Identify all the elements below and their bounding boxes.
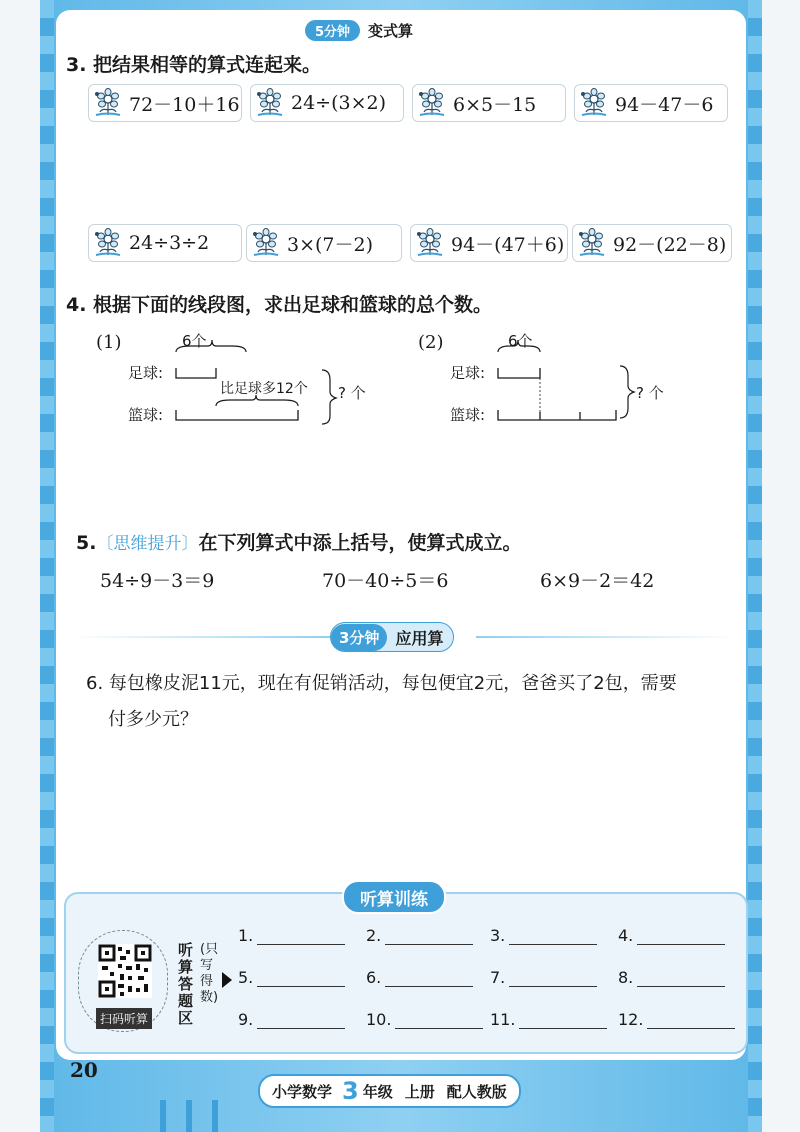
- section-header-application: [330, 622, 454, 652]
- q4-title: 4. 根据下面的线段图，求出足球和篮球的总个数。: [66, 294, 493, 316]
- d2-segment-diagram: [492, 340, 637, 430]
- answer-area-note: (只写得数): [200, 942, 219, 1005]
- answer-blank-5[interactable]: [257, 968, 345, 987]
- answer-blank-11[interactable]: [519, 1010, 607, 1029]
- q5-number: 5.: [76, 532, 97, 554]
- d2-football-bar: [498, 368, 540, 378]
- q3-top-flower-icon-3: [417, 88, 447, 118]
- minutes-badge: 5分钟: [305, 20, 360, 41]
- q3-bottom-expression-3: 94－(47＋6): [451, 233, 565, 256]
- answer-number-11: 11.: [490, 1010, 516, 1029]
- answer-blank-7[interactable]: [509, 968, 597, 987]
- answer-number-7: 7.: [490, 968, 506, 987]
- d1-row-football: 足球:: [128, 364, 164, 382]
- footer-volume: 上册: [404, 1082, 435, 1101]
- q6-text: [86, 666, 677, 738]
- footer-grade: 3: [342, 1077, 359, 1105]
- d2-top-label: 6个: [508, 332, 533, 350]
- answer-blank-1[interactable]: [257, 926, 345, 945]
- d1-row-basketball: 篮球:: [128, 406, 164, 424]
- d1-diff-brace: [216, 395, 298, 406]
- answer-blank-10[interactable]: [395, 1010, 483, 1029]
- answer-number-3: 3.: [490, 926, 506, 945]
- q3-bottom-flower-icon-3: [415, 228, 445, 258]
- q3-top-card-3[interactable]: [412, 84, 566, 122]
- answer-number-9: 9.: [238, 1010, 254, 1029]
- d2-number: (2): [418, 332, 444, 353]
- q3-top-card-1[interactable]: [88, 84, 242, 122]
- section-header-variant: [305, 18, 413, 42]
- q3-bottom-flower-icon-1: [93, 228, 123, 258]
- spine-line-2: [186, 1100, 192, 1132]
- q3-bottom-expression-1: 24÷3÷2: [129, 232, 210, 254]
- q3-bottom-expression-2: 3×(7－2): [287, 233, 374, 256]
- q3-top-flower-icon-2: [255, 88, 285, 118]
- footer-grade-suffix: 年级: [362, 1082, 393, 1101]
- d2-row-basketball: 篮球:: [450, 406, 486, 424]
- q3-title: 3. 把结果相等的算式连起来。: [66, 54, 322, 76]
- footer-subject: 小学数学: [272, 1082, 333, 1101]
- q3-bottom-card-2[interactable]: [246, 224, 402, 262]
- q5-instruction: 在下列算式中添上括号，使算式成立。: [198, 532, 522, 554]
- answer-blank-8[interactable]: [637, 968, 725, 987]
- answer-item-3: [490, 926, 597, 945]
- answer-number-10: 10.: [366, 1010, 392, 1029]
- spine-line-1: [160, 1100, 166, 1132]
- answer-blank-9[interactable]: [257, 1010, 345, 1029]
- qr-code-icon[interactable]: [98, 944, 152, 998]
- d1-question: ? 个: [338, 384, 366, 402]
- answer-item-1: [238, 926, 345, 945]
- page-number: 20: [70, 1058, 98, 1082]
- d2-basketball-bar: [498, 410, 616, 420]
- footer-banner: [258, 1074, 521, 1108]
- footer-edition: 配人教版: [446, 1082, 507, 1101]
- d1-segment-diagram: [170, 340, 340, 430]
- answer-item-2: [366, 926, 473, 945]
- d1-football-bar: [176, 368, 216, 378]
- answer-number-4: 4.: [618, 926, 634, 945]
- q5-tag: 〔思维提升〕: [96, 534, 199, 554]
- answer-item-5: [238, 968, 345, 987]
- answer-item-11: [490, 1010, 607, 1029]
- d1-top-label: 6个: [182, 332, 207, 350]
- listening-title: 听算训练: [342, 880, 446, 914]
- answer-item-7: [490, 968, 597, 987]
- q3-bottom-flower-icon-2: [251, 228, 281, 258]
- answer-item-6: [366, 968, 473, 987]
- answer-number-5: 5.: [238, 968, 254, 987]
- answer-item-4: [618, 926, 725, 945]
- spine-line-3: [212, 1100, 218, 1132]
- answer-item-8: [618, 968, 725, 987]
- play-arrow-icon: [222, 972, 232, 988]
- d2-row-football: 足球:: [450, 364, 486, 382]
- q3-top-expression-4: 94－47－6: [615, 93, 714, 116]
- answer-blank-3[interactable]: [509, 926, 597, 945]
- q5-eq-2: 70－40÷5＝6: [322, 570, 449, 592]
- answer-number-1: 1.: [238, 926, 254, 945]
- d1-top-brace: [176, 340, 246, 352]
- q6-line-1: 6. 每包橡皮泥11元，现在有促销活动，每包便宜2元，爸爸买了2包，需要: [86, 673, 677, 694]
- q3-bottom-flower-icon-4: [577, 228, 607, 258]
- answer-blank-2[interactable]: [385, 926, 473, 945]
- q3-top-card-4[interactable]: [574, 84, 728, 122]
- answer-number-12: 12.: [618, 1010, 644, 1029]
- d2-total-brace: [620, 366, 634, 418]
- q5-eq-3: 6×9－2＝42: [540, 570, 655, 592]
- answer-item-10: [366, 1010, 483, 1029]
- d1-diff-label: 比足球多12个: [220, 381, 308, 397]
- divider-right: [476, 636, 738, 638]
- answer-area-label: 听算答题区: [178, 941, 194, 1027]
- q3-bottom-card-4[interactable]: [572, 224, 732, 262]
- d2-top-brace: [498, 340, 540, 352]
- q3-top-flower-icon-1: [93, 88, 123, 118]
- answer-number-2: 2.: [366, 926, 382, 945]
- q3-bottom-card-1[interactable]: [88, 224, 242, 262]
- answer-number-8: 8.: [618, 968, 634, 987]
- answer-blank-4[interactable]: [637, 926, 725, 945]
- q5-title: [76, 528, 521, 555]
- q6-line-2: 付多少元？: [108, 709, 198, 730]
- d1-basketball-bar: [176, 410, 298, 420]
- answer-item-12: [618, 1010, 735, 1029]
- q3-top-expression-2: 24÷(3×2): [291, 92, 387, 114]
- q3-top-expression-1: 72－10＋16: [129, 93, 240, 116]
- app-minutes-badge: 3分钟: [331, 624, 387, 651]
- q3-bottom-expression-4: 92－(22－8): [613, 233, 727, 256]
- section-title: 变式算: [368, 21, 414, 40]
- answer-blank-12[interactable]: [647, 1010, 735, 1029]
- d1-number: (1): [96, 332, 122, 353]
- q3-bottom-card-3[interactable]: [410, 224, 568, 262]
- divider-left: [70, 636, 332, 638]
- q3-top-flower-icon-4: [579, 88, 609, 118]
- q3-top-card-2[interactable]: [250, 84, 404, 122]
- qr-label: 扫码听算: [96, 1008, 152, 1029]
- answer-blank-6[interactable]: [385, 968, 473, 987]
- q5-eq-1: 54÷9－3＝9: [100, 570, 215, 592]
- answer-number-6: 6.: [366, 968, 382, 987]
- q3-top-expression-3: 6×5－15: [453, 93, 537, 116]
- d1-total-brace: [322, 370, 336, 424]
- frame-ripple-right: [748, 0, 762, 1132]
- app-section-title: 应用算: [395, 628, 444, 648]
- frame-ripple-left: [40, 0, 54, 1132]
- answer-item-9: [238, 1010, 345, 1029]
- d2-question: ? 个: [636, 384, 664, 402]
